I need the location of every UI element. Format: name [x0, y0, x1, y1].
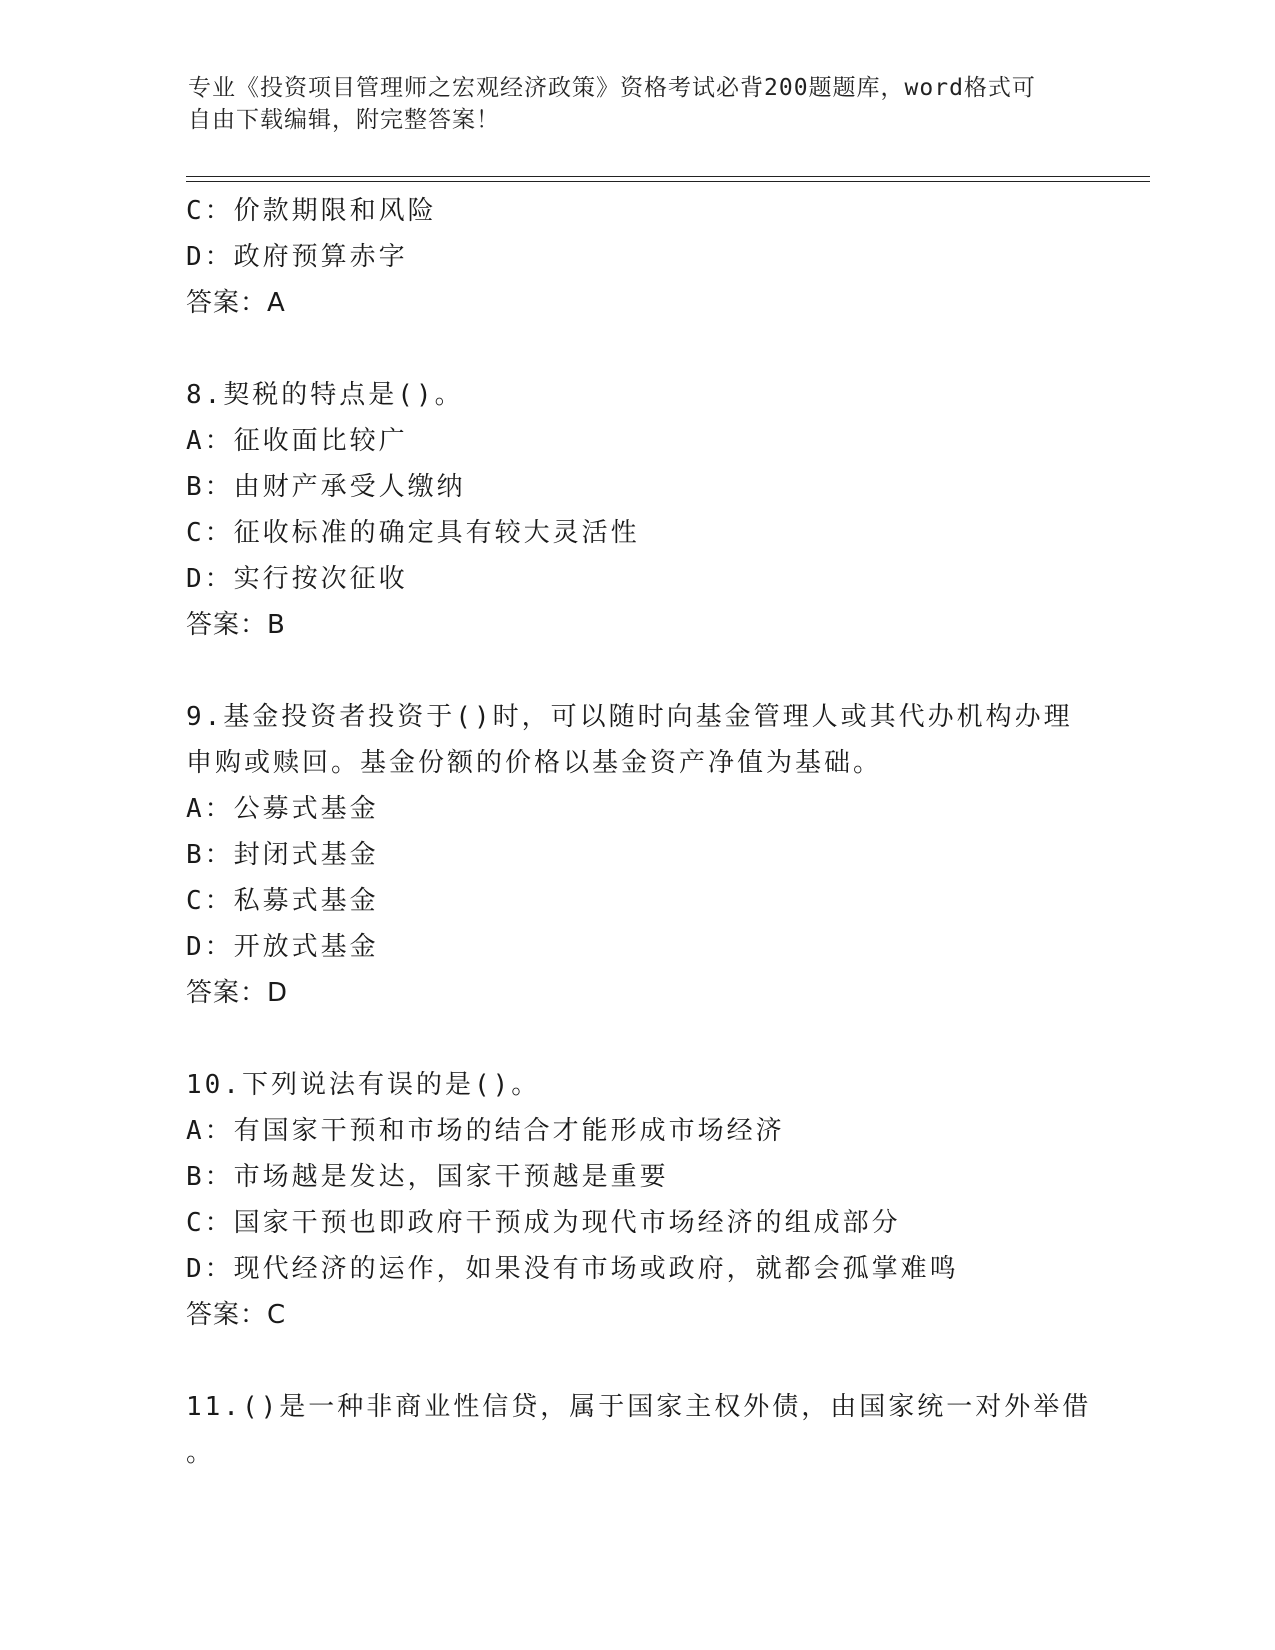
q10-option-c: C：国家干预也即政府干预成为现代市场经济的组成部分 — [186, 1208, 901, 1238]
q9-title-line-2: 申购或赎回。基金份额的价格以基金资产净值为基础。 — [186, 748, 883, 778]
q10-option-d: D：现代经济的运作，如果没有市场或政府，就都会孤掌难鸣 — [186, 1254, 959, 1284]
header-rule-bottom — [186, 181, 1150, 182]
header-rule-top — [186, 176, 1150, 177]
q7-answer: 答案：A — [186, 288, 286, 318]
document-body — [186, 188, 1092, 1476]
q8-option-a: A：征收面比较广 — [186, 426, 408, 456]
q8-option-b: B：由财产承受人缴纳 — [186, 472, 466, 502]
q10-option-a: A：有国家干预和市场的结合才能形成市场经济 — [186, 1116, 785, 1146]
q8-option-d: D：实行按次征收 — [186, 564, 408, 594]
header-line-1: 专业《投资项目管理师之宏观经济政策》资格考试必背200题题库，word格式可 — [188, 75, 1036, 101]
q9-answer: 答案：D — [186, 978, 289, 1008]
q8-answer: 答案：B — [186, 610, 286, 640]
q8-option-c: C：征收标准的确定具有较大灵活性 — [186, 518, 640, 548]
q11-title-line-2: 。 — [186, 1438, 216, 1468]
q9-option-b: B：封闭式基金 — [186, 840, 379, 870]
q10-title: 10.下列说法有误的是()。 — [186, 1070, 541, 1100]
q9-option-c: C：私募式基金 — [186, 886, 379, 916]
q10-option-b: B：市场越是发达，国家干预越是重要 — [186, 1162, 669, 1192]
q8-title: 8.契税的特点是()。 — [186, 380, 464, 410]
q9-option-d: D：开放式基金 — [186, 932, 379, 962]
q9-option-a: A：公募式基金 — [186, 794, 379, 824]
header-line-2: 自由下载编辑，附完整答案！ — [188, 107, 500, 133]
q11-title-line-1: 11.()是一种非商业性信贷，属于国家主权外债，由国家统一对外举借 — [186, 1392, 1092, 1422]
document-header — [188, 72, 1068, 136]
q7-option-d: D：政府预算赤字 — [186, 242, 408, 272]
q9-title-line-1: 9.基金投资者投资于()时，可以随时向基金管理人或其代办机构办理 — [186, 702, 1073, 732]
q7-option-c: C：价款期限和风险 — [186, 196, 437, 226]
q10-answer: 答案：C — [186, 1300, 287, 1330]
